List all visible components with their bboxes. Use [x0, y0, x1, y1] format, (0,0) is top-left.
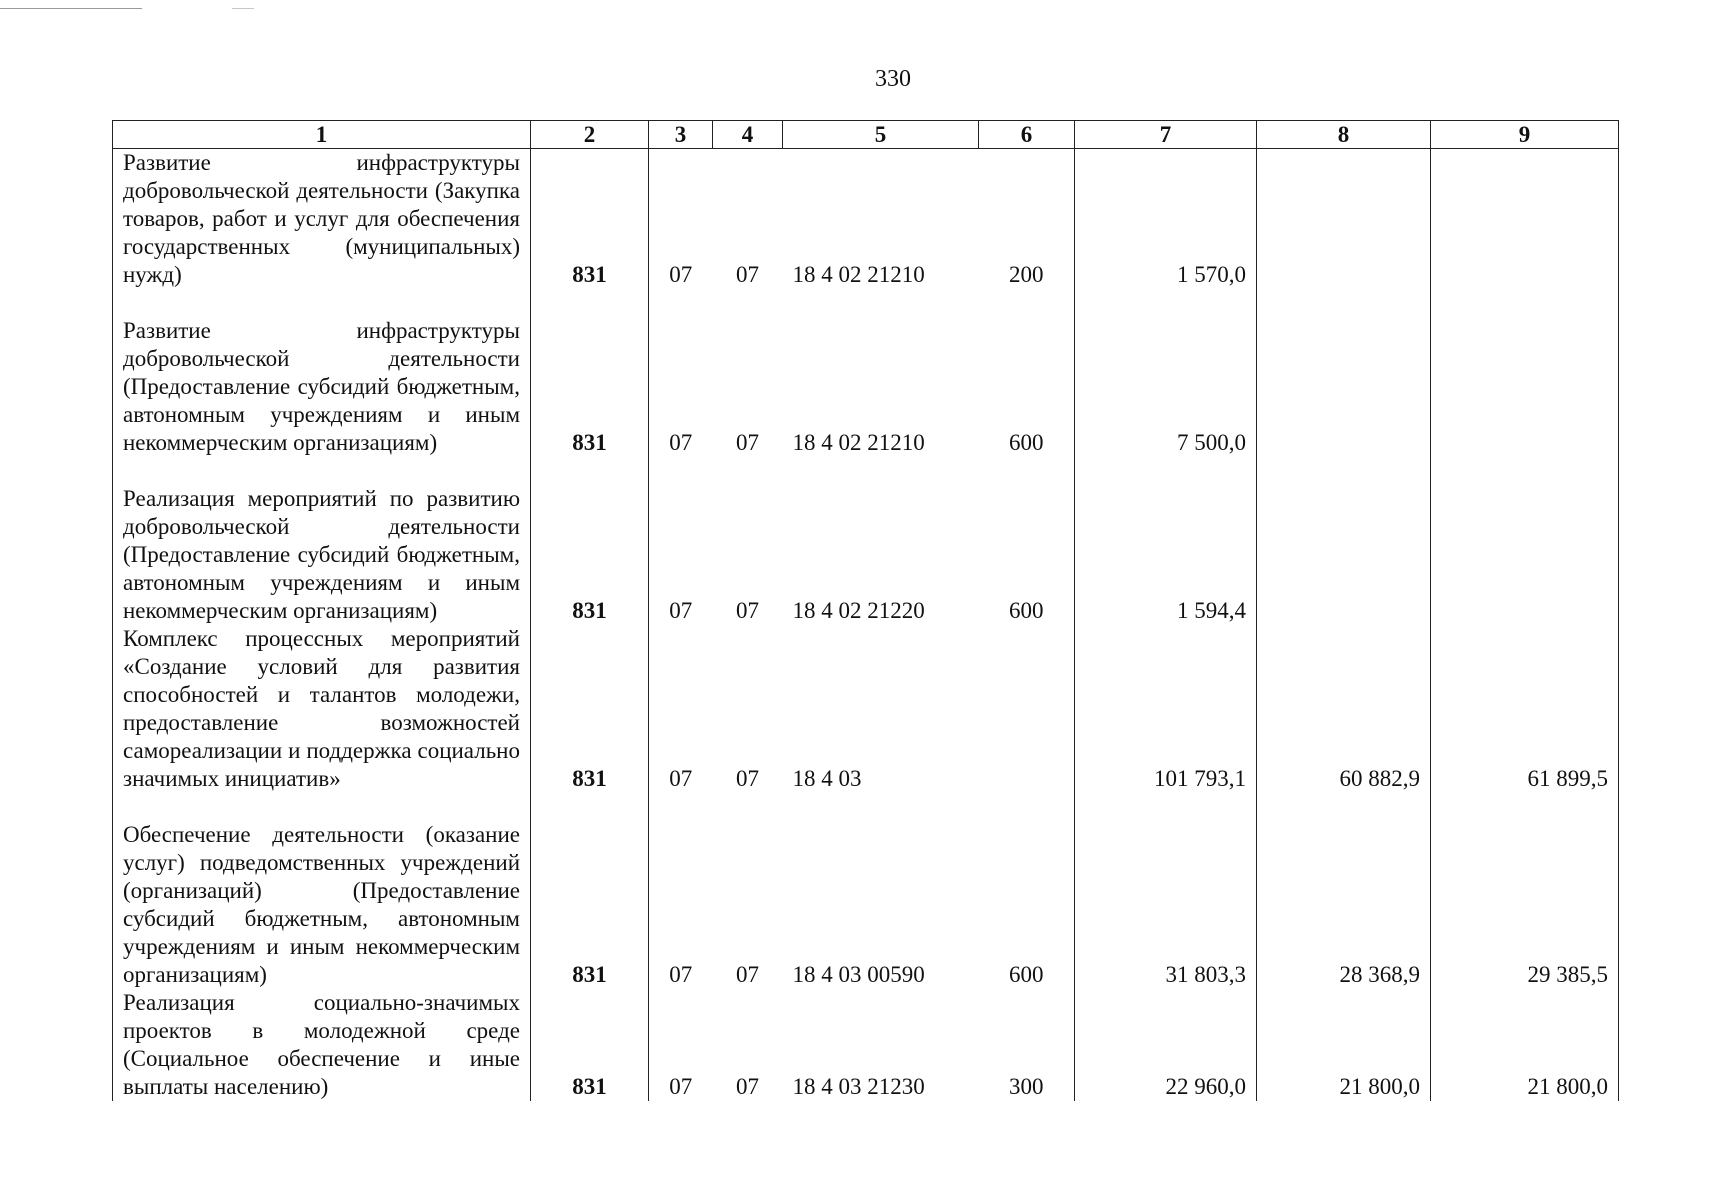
row-section: 07	[669, 262, 693, 287]
row-target-code: 18 4 03	[792, 766, 862, 791]
row-description: Реализация мероприятий по развитию добровольческой деятельности (Предоставление субсидий бюджетным, автономным учреждениям и иным некоммерческим организациям)	[113, 457, 531, 625]
row-target-code: 18 4 03 00590	[792, 962, 925, 987]
table-header-row	[113, 121, 1619, 149]
row-sum-col9: 29 385,5	[1431, 793, 1619, 989]
header-col-2: 2	[531, 121, 649, 149]
row-sum-col9	[1431, 289, 1619, 457]
header-col-8: 8	[1257, 121, 1431, 149]
table-row	[113, 989, 1619, 1101]
row-expense-type: 300	[1009, 1074, 1044, 1099]
row-target-code: 18 4 02 21210	[792, 262, 925, 287]
row-section: 07	[669, 962, 693, 987]
row-sum-col7: 101 793,1	[1075, 625, 1257, 793]
row-sum-col7: 1 570,0	[1075, 149, 1257, 290]
row-subsection: 07	[736, 766, 759, 791]
row-sum-col9: 61 899,5	[1431, 625, 1619, 793]
header-col-3: 3	[649, 121, 713, 149]
row-admin-code: 831	[531, 149, 649, 290]
row-expense-type: 600	[1009, 430, 1044, 455]
row-description: Обеспечение деятельности (оказание услуг) подведомственных учреждений (организаций) (Предоставление субсидий бюджетным, автономным учреждениям и иным некоммерческим организациям)	[113, 793, 531, 989]
row-sum-col9	[1431, 457, 1619, 625]
row-expense-type: 200	[1009, 262, 1044, 287]
scan-artifact-line	[0, 8, 142, 9]
row-sum-col9	[1431, 149, 1619, 290]
row-subsection: 07	[736, 430, 759, 455]
row-expense-type: 600	[1009, 962, 1044, 987]
row-sum-col8: 21 800,0	[1257, 989, 1431, 1101]
row-target-code: 18 4 02 21220	[792, 598, 925, 623]
row-sum-col7: 31 803,3	[1075, 793, 1257, 989]
row-sum-col7: 1 594,4	[1075, 457, 1257, 625]
row-admin-code: 831	[531, 793, 649, 989]
row-subsection: 07	[736, 262, 759, 287]
header-col-4: 4	[713, 121, 783, 149]
row-sum-col8	[1257, 149, 1431, 290]
row-expense-type: 600	[1009, 598, 1044, 623]
row-sum-col7: 22 960,0	[1075, 989, 1257, 1101]
row-sum-col9: 21 800,0	[1431, 989, 1619, 1101]
row-section: 07	[669, 766, 693, 791]
table-row	[113, 457, 1619, 625]
row-description: Развитие инфраструктуры добровольческой деятельности (Закупка товаров, работ и услуг для обеспечения государственных (муниципальных) нужд)	[113, 149, 531, 290]
row-sum-col8: 28 368,9	[1257, 793, 1431, 989]
row-expense-type	[979, 625, 1075, 793]
header-col-1: 1	[113, 121, 531, 149]
row-admin-code: 831	[531, 289, 649, 457]
header-col-6: 6	[979, 121, 1075, 149]
row-admin-code: 831	[531, 457, 649, 625]
row-description: Комплекс процессных мероприятий «Создание условий для развития способностей и талантов молодежи, предоставление возможностей самореализации и поддержка социально значимых инициатив»	[113, 625, 531, 793]
budget-table	[112, 120, 1619, 1101]
table-row	[113, 625, 1619, 793]
row-sum-col8	[1257, 289, 1431, 457]
row-admin-code: 831	[531, 625, 649, 793]
row-description: Развитие инфраструктуры добровольческой деятельности (Предоставление субсидий бюджетным, автономным учреждениям и иным некоммерческим организациям)	[113, 289, 531, 457]
row-section: 07	[669, 598, 693, 623]
row-section: 07	[669, 1074, 693, 1099]
row-subsection: 07	[736, 962, 759, 987]
header-col-5: 5	[783, 121, 979, 149]
table-row	[113, 289, 1619, 457]
row-admin-code: 831	[531, 989, 649, 1101]
table-row	[113, 149, 1619, 290]
row-subsection: 07	[736, 598, 759, 623]
table-row	[113, 793, 1619, 989]
header-col-9: 9	[1431, 121, 1619, 149]
page-number: 330	[875, 66, 911, 92]
row-sum-col8: 60 882,9	[1257, 625, 1431, 793]
row-target-code: 18 4 03 21230	[792, 1074, 925, 1099]
header-col-7: 7	[1075, 121, 1257, 149]
row-subsection: 07	[736, 1074, 759, 1099]
scan-artifact-line	[232, 8, 254, 9]
row-target-code: 18 4 02 21210	[792, 430, 925, 455]
row-description: Реализация социально-значимых проектов в молодежной среде (Социальное обеспечение и иные выплаты населению)	[113, 989, 531, 1101]
row-sum-col7: 7 500,0	[1075, 289, 1257, 457]
row-section: 07	[669, 430, 693, 455]
row-sum-col8	[1257, 457, 1431, 625]
